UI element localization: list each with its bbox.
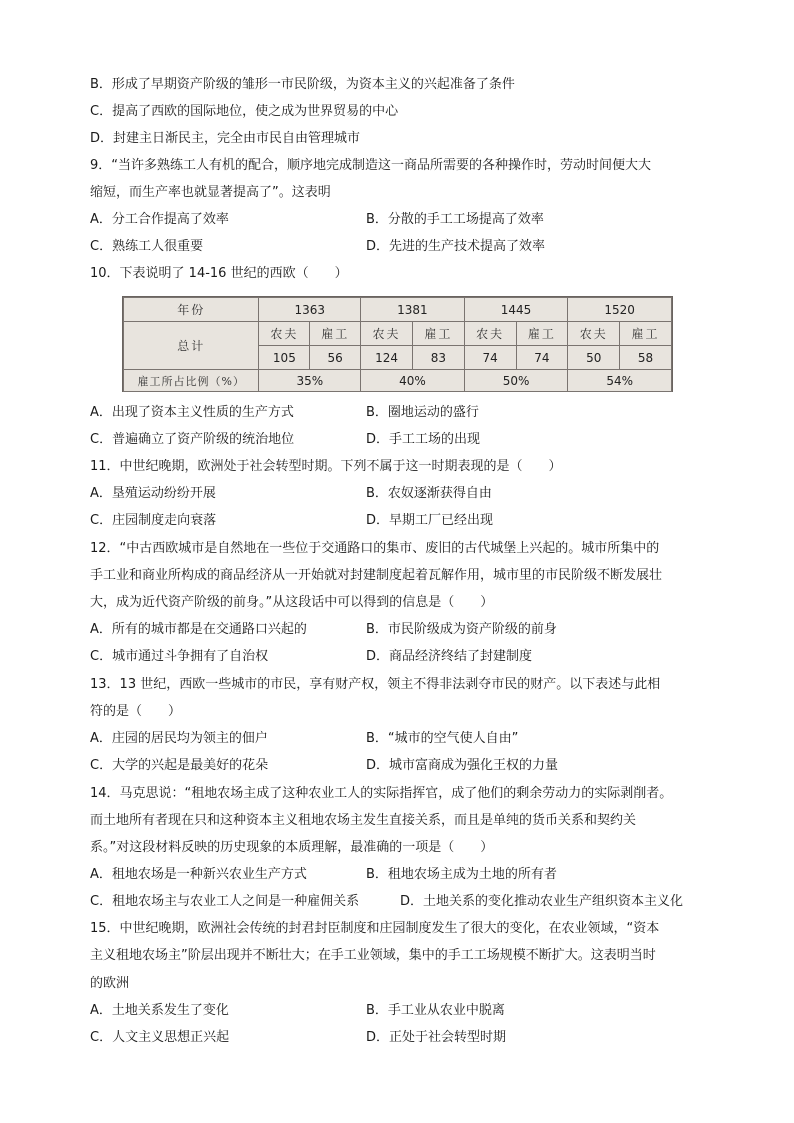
q12-options-row-2 <box>90 648 730 666</box>
q11-option-d: D．早期工厂已经出现 <box>366 513 494 528</box>
q9-stem-line-2: 缩短，而生产率也就显著提高了”。这表明 <box>90 185 331 200</box>
q9-options-row-1 <box>90 211 730 229</box>
q11-options-row-2 <box>90 512 730 530</box>
q15-option-c: C．人文主义思想正兴起 <box>90 1030 230 1045</box>
q8-option-d: D．封建主日渐民主，完全由市民自由管理城市 <box>90 131 361 146</box>
ratio-cell: 54% <box>568 370 672 392</box>
worker-count: 74 <box>516 346 568 370</box>
q12-options-row-1 <box>90 621 730 639</box>
q10-options-row-2 <box>90 431 730 449</box>
year-cell: 1445 <box>464 298 568 322</box>
q15-option-d: D．正处于社会转型时期 <box>366 1030 507 1045</box>
q14-option-d: D．土地关系的变化推动农业生产组织资本主义化 <box>400 894 684 909</box>
q13-options-row-2 <box>90 757 730 775</box>
q15-options-row-1 <box>90 1002 730 1020</box>
q10-options-row-1 <box>90 404 730 422</box>
q12-stem-line-3: 大，成为近代资产阶级的前身。”从这段话中可以得到的信息是（ ） <box>90 595 494 610</box>
worker-count: 83 <box>412 346 464 370</box>
farmer-header: 农夫 <box>361 322 413 346</box>
q14-option-a: A．租地农场是一种新兴农业生产方式 <box>90 867 307 882</box>
q15-options-row-2 <box>90 1029 730 1047</box>
worker-header: 雇工 <box>412 322 464 346</box>
q14-stem-line-3: 系。”对这段材料反映的历史现象的本质理解，最准确的一项是（ ） <box>90 840 494 855</box>
q15-stem-line-2: 主义租地农场主”阶层出现并不断壮大；在手工业领域，集中的手工工场规模不断扩大。这表明当时 <box>90 948 656 963</box>
q14-stem-line-1: 14．马克思说：“租地农场主成了这种农业工人的实际指挥官，成了他们的剩余劳动力的实际剥削者。 <box>90 786 673 801</box>
q15-option-a: A．土地关系发生了变化 <box>90 1003 229 1018</box>
q15-stem-line-3: 的欧洲 <box>90 976 130 991</box>
q13-option-b: B．“城市的空气使人自由” <box>366 731 519 746</box>
farmer-header: 农夫 <box>568 322 620 346</box>
worker-header: 雇工 <box>516 322 568 346</box>
q12-option-c: C．城市通过斗争拥有了自治权 <box>90 649 269 664</box>
q15-stem-line-1: 15．中世纪晚期，欧洲社会传统的封君封臣制度和庄园制度发生了很大的变化，在农业领域，“资本 <box>90 921 660 936</box>
farmer-count: 50 <box>568 346 620 370</box>
farmer-count: 74 <box>464 346 516 370</box>
q12-option-a: A．所有的城市都是在交通路口兴起的 <box>90 622 307 637</box>
q13-stem-line-1: 13．13 世纪，西欧一些城市的市民，享有财产权，领主不得非法剥夺市民的财产。以下表述与此相 <box>90 677 661 692</box>
q14-options-row-2 <box>90 893 730 911</box>
farmer-count: 105 <box>259 346 310 370</box>
q9-option-c: C．熟练工人很重要 <box>90 239 204 254</box>
q11-option-c: C．庄园制度走向衰落 <box>90 513 217 528</box>
q10-option-a: A．出现了资本主义性质的生产方式 <box>90 405 294 420</box>
farmer-count: 124 <box>361 346 413 370</box>
q14-stem-line-2: 而土地所有者现在只和这种资本主义租地农场主发生直接关系，而且是单纯的货币关系和契约关 <box>90 813 637 828</box>
q10-option-d: D．手工工场的出现 <box>366 432 481 447</box>
q9-stem-line-1: 9．“当许多熟练工人有机的配合，顺序地完成制造这一商品所需要的各种操作时，劳动时间便大大 <box>90 158 652 173</box>
q10-option-c: C．普遍确立了资产阶级的统治地位 <box>90 432 295 447</box>
q13-option-a: A．庄园的居民均为领主的佃户 <box>90 731 268 746</box>
q12-option-b: B．市民阶级成为资产阶级的前身 <box>366 622 557 637</box>
worker-header: 雇工 <box>310 322 361 346</box>
q10-data-table <box>122 296 673 392</box>
worker-header: 雇工 <box>620 322 672 346</box>
worker-count: 58 <box>620 346 672 370</box>
q13-stem-line-2: 符的是（ ） <box>90 704 182 719</box>
q12-stem-line-2: 手工业和商业所构成的商品经济从一开始就对封建制度起着瓦解作用，城市里的市民阶级不断发展壮 <box>90 568 663 583</box>
farmer-header: 农夫 <box>464 322 516 346</box>
q13-options-row-1 <box>90 730 730 748</box>
worker-count: 56 <box>310 346 361 370</box>
ratio-cell: 50% <box>464 370 568 392</box>
q8-option-c: C．提高了西欧的国际地位，使之成为世界贸易的中心 <box>90 104 399 119</box>
q9-option-d: D．先进的生产技术提高了效率 <box>366 239 546 254</box>
total-header: 总计 <box>124 322 259 370</box>
q11-option-b: B．农奴逐渐获得自由 <box>366 486 492 501</box>
q11-option-a: A．垦殖运动纷纷开展 <box>90 486 216 501</box>
q12-stem-line-1: 12．“中古西欧城市是自然地在一些位于交通路口的集市、废旧的古代城堡上兴起的。城市所集中的 <box>90 541 660 556</box>
ratio-cell: 40% <box>361 370 465 392</box>
year-cell: 1363 <box>259 298 361 322</box>
q9-options-row-2 <box>90 238 730 256</box>
q13-option-c: C．大学的兴起是最美好的花朵 <box>90 758 269 773</box>
q13-option-d: D．城市富商成为强化王权的力量 <box>366 758 559 773</box>
q11-options-row-1 <box>90 485 730 503</box>
year-cell: 1520 <box>568 298 672 322</box>
q10-stem: 10．下表说明了 14-16 世纪的西欧（ ） <box>90 266 348 281</box>
q14-options-row-1 <box>90 866 730 884</box>
year-header: 年份 <box>124 298 259 322</box>
q8-option-b: B．形成了早期资产阶级的雏形一市民阶级，为资本主义的兴起准备了条件 <box>90 77 515 92</box>
farmer-header: 农夫 <box>259 322 310 346</box>
q14-option-c: C．租地农场主与农业工人之间是一种雇佣关系 <box>90 894 360 909</box>
q15-option-b: B．手工业从农业中脱离 <box>366 1003 505 1018</box>
q9-option-a: A．分工合作提高了效率 <box>90 212 229 227</box>
q14-option-b: B．租地农场主成为土地的所有者 <box>366 867 557 882</box>
q12-option-d: D．商品经济终结了封建制度 <box>366 649 533 664</box>
q10-option-b: B．圈地运动的盛行 <box>366 405 479 420</box>
ratio-header: 雇工所占比例（%） <box>124 370 259 392</box>
ratio-cell: 35% <box>259 370 361 392</box>
q9-option-b: B．分散的手工工场提高了效率 <box>366 212 544 227</box>
year-cell: 1381 <box>361 298 465 322</box>
q11-stem: 11．中世纪晚期，欧洲处于社会转型时期。下列不属于这一时期表现的是（ ） <box>90 459 562 474</box>
